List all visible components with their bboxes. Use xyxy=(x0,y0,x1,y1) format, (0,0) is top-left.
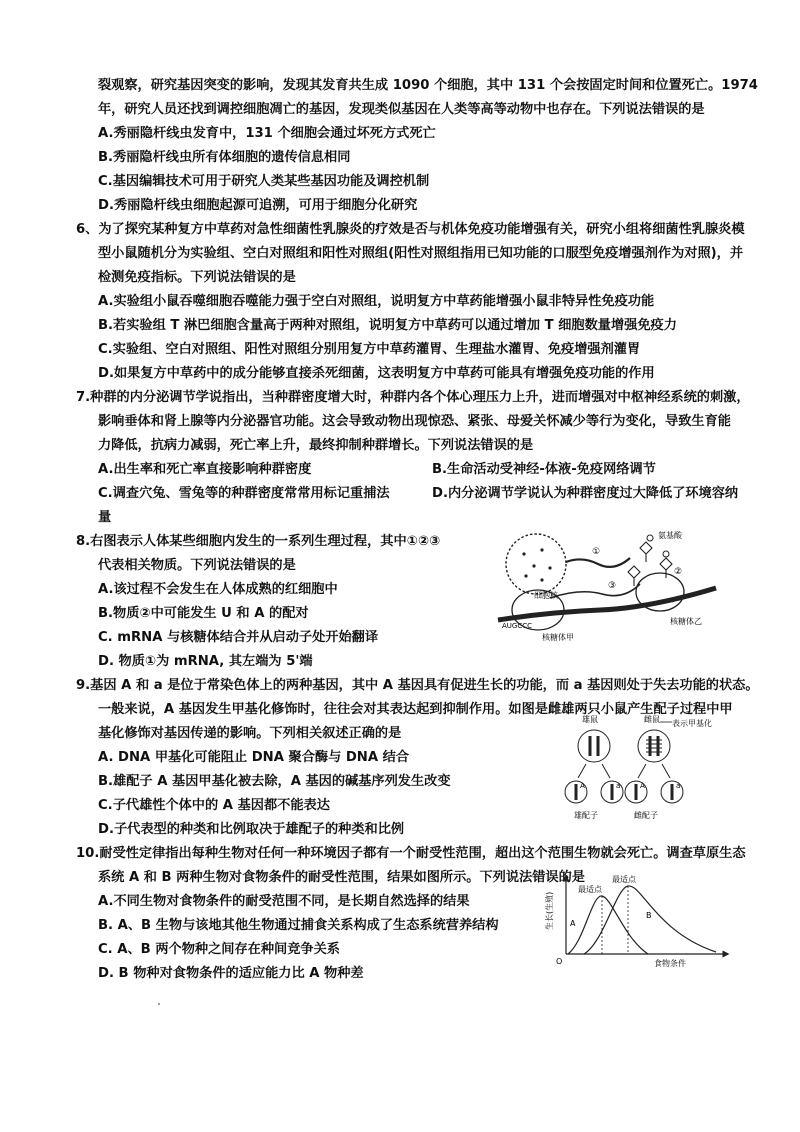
footer-dot: . xyxy=(157,997,161,1008)
svg-text:a: a xyxy=(616,782,621,790)
q6-stem-line1: 6、为了探究某种复方中草药对急性细菌性乳腺炎的疗效是否与机体免疫功能增强有关，研究小组将细菌性乳腺炎模 xyxy=(76,222,745,237)
q6-option-c: C.实验组、空白对照组、阳性对照组分别用复方中草药灌胃、生理盐水灌胃、免疫增强剂灌胃 xyxy=(98,342,641,357)
q7-option-d-cont: 量 xyxy=(98,510,112,525)
optimum-b-label: 最适点 xyxy=(612,875,636,884)
q7-stem-line3: 力降低，抗病力减弱，死亡率上升，最终抑制种群增长。下列说法错误的是 xyxy=(98,438,534,453)
q5-stem-line2: 年，研究人员还找到调控细胞凋亡的基因，发现类似基因在人类等高等动物中也存在。下列说法错误的是 xyxy=(98,102,705,117)
q5-option-d: D.秀丽隐杆线虫细胞起源可追溯，可用于细胞分化研究 xyxy=(98,198,418,213)
q6-option-d: D.如果复方中草药中的成分能够直接杀死细菌，这表明复方中草药可能具有增强免疫功能的作用 xyxy=(98,366,655,381)
q9-stem-line1: 9.基因 A 和 a 是位于常染色体上的两种基因，其中 A 基因具有促进生长的功能，而 a 基因则处于失去功能的状态。 xyxy=(76,678,759,693)
y-axis-label: 生长(生殖) xyxy=(545,891,554,930)
curve-b-label: B xyxy=(646,911,652,920)
translation-diagram xyxy=(490,528,722,646)
male-parent-cell xyxy=(578,730,610,762)
curve-a-label: A xyxy=(570,919,576,928)
q10-option-d: D. B 物种对食物条件的适应能力比 A 物种差 xyxy=(98,966,364,981)
q8-option-c: C. mRNA 与核糖体结合并从启动子处开始翻译 xyxy=(98,630,379,645)
q8-option-d: D. 物质①为 mRNA, 其左端为 5'端 xyxy=(98,654,313,669)
optimum-a-label: 最适点 xyxy=(578,885,602,894)
q7-option-d: D.内分泌调节学说认为种群密度过大降低了环境容纳 xyxy=(432,486,739,501)
female-gamete-label: 雌配子 xyxy=(634,811,658,820)
svg-text:②: ② xyxy=(674,567,683,577)
q5-stem-line1: 裂观察，研究基因突变的影响，发现其发育共生成 1090 个细胞，其中 131 个会按固定时间和位置死亡。1974 xyxy=(98,78,758,93)
q6-stem-line2: 型小鼠随机分为实验组、空白对照组和阳性对照组(阳性对照组指用已知功能的口服型免疫增强剂作为对照)，并 xyxy=(98,246,744,261)
methylation-legend: 表示甲基化 xyxy=(672,719,712,728)
ribosome-b xyxy=(636,573,684,611)
nucleus-label: 细胞核 xyxy=(534,591,558,600)
curve-a xyxy=(568,896,648,954)
svg-text:a: a xyxy=(676,782,681,790)
tolerance-curve-figure xyxy=(544,872,734,968)
q6-option-b: B.若实验组 T 淋巴细胞含量高于两种对照组，说明复方中草药可以通过增加 T 细胞数量增强免疫力 xyxy=(98,318,677,333)
q8-stem-line1: 8.右图表示人体某些细胞内发生的一系列生理过程，其中①②③ xyxy=(76,534,441,549)
svg-text:①: ① xyxy=(592,547,601,557)
q8-stem-line2: 代表相关物质。下列说法错误的是 xyxy=(98,558,296,573)
q7-option-a: A.出生率和死亡率直接影响种群密度 xyxy=(98,462,312,477)
svg-text:A: A xyxy=(580,782,585,790)
male-mouse-label: 雄鼠 xyxy=(582,715,598,724)
q8-option-a: A.该过程不会发生在人体成熟的红细胞中 xyxy=(98,582,338,597)
svg-text:A: A xyxy=(640,782,645,790)
amino-acid-label: 氨基酸 xyxy=(658,531,682,540)
mrna-strand xyxy=(498,588,716,620)
q8-option-b: B.物质②中可能发生 U 和 A 的配对 xyxy=(98,606,309,621)
origin-label: O xyxy=(556,957,563,966)
q9-option-c: C.子代雄性个体中的 A 基因都不能表达 xyxy=(98,798,330,813)
ribosome-b-label: 核糖体乙 xyxy=(670,617,702,626)
q6-stem-line3: 检测免疫指标。下列说法错误的是 xyxy=(98,270,296,285)
q10-option-a: A.不同生物对食物条件的耐受范围不同，是长期自然选择的结果 xyxy=(98,894,470,909)
q10-option-c: C. A、B 两个物种之间存在种间竞争关系 xyxy=(98,942,340,957)
female-mouse-label: 雌鼠 xyxy=(644,715,660,724)
q7-stem-line1: 7.种群的内分泌调节学说指出，当种群密度增大时，种群内各个体心理压力上升，进而增强对中枢神经系统的刺激， xyxy=(76,390,750,405)
q7-option-c: C.调查穴兔、雪兔等的种群密度常常用标记重捕法 xyxy=(98,486,390,501)
svg-text:AUGCCC: AUGCCC xyxy=(502,622,532,630)
q9-stem-line2: 一般来说，A 基因发生甲基化修饰时，往往会对其表达起到抑制作用。如图是雌雄两只小鼠产生配子过程中甲 xyxy=(98,702,733,717)
q7-stem-line2: 影响垂体和肾上腺等内分泌器官功能。这会导致动物出现惊恐、紧张、母爱关怀减少等行为变化，导致生育能 xyxy=(98,414,731,429)
x-axis-label: 食物条件 xyxy=(654,959,686,968)
q5-option-c: C.基因编辑技术可用于研究人类某些基因功能及调控机制 xyxy=(98,174,430,189)
q5-option-a: A.秀丽隐杆线虫发育中，131 个细胞会通过坏死方式死亡 xyxy=(98,126,436,141)
q10-stem-line1: 10.耐受性定律指出每种生物对任何一种环境因子都有一个耐受性范围，超出这个范围生物就会死亡。调查草原生态 xyxy=(76,846,746,861)
q6-option-a: A.实验组小鼠吞噬细胞吞噬能力强于空白对照组，说明复方中草药能增强小鼠非特异性免疫功能 xyxy=(98,294,655,309)
q10-stem-line2: 系统 A 和 B 两种生物对食物条件的耐受性范围，结果如图所示。下列说法错误的是 xyxy=(98,870,585,885)
q7-option-b: B.生命活动受神经-体液-免疫网络调节 xyxy=(432,462,656,477)
q9-stem-line3: 基化修饰对基因传递的影响。下列相关叙述正确的是 xyxy=(98,726,402,741)
methylation-diagram xyxy=(560,712,746,824)
cell-nucleus xyxy=(506,534,566,594)
female-parent-cell xyxy=(638,730,670,762)
q5-option-b: B.秀丽隐杆线虫所有体细胞的遗传信息相同 xyxy=(98,150,351,165)
q9-option-d: D.子代表型的种类和比例取决于雄配子的种类和比例 xyxy=(98,822,405,837)
q10-option-b: B. A、B 生物与该地其他生物通过捕食关系构成了生态系统营养结构 xyxy=(98,918,499,933)
svg-text:③: ③ xyxy=(608,581,617,591)
male-gamete-label: 雄配子 xyxy=(574,811,598,820)
q9-option-b: B.雄配子 A 基因甲基化被去除，A 基因的碱基序列发生改变 xyxy=(98,774,451,789)
ribosome-a-label: 核糖体甲 xyxy=(542,633,574,642)
q9-option-a: A. DNA 甲基化可能阻止 DNA 聚合酶与 DNA 结合 xyxy=(98,750,410,765)
